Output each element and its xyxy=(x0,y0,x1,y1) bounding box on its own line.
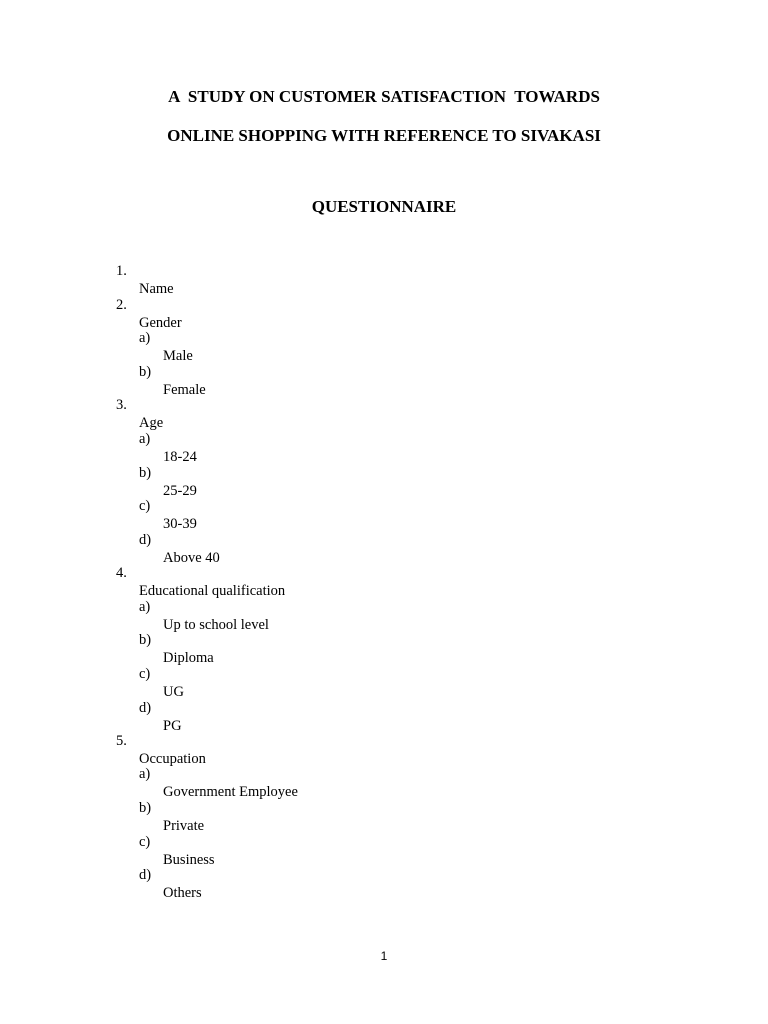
option-letter: b) xyxy=(139,632,152,648)
option-text: Up to school level xyxy=(163,617,269,633)
option-text: Government Employee xyxy=(163,784,298,800)
document-title-line-2: ONLINE SHOPPING WITH REFERENCE TO SIVAKASI xyxy=(167,126,601,145)
option-text: 18-24 xyxy=(163,449,197,465)
option-text: Above 40 xyxy=(163,550,220,566)
document-title-line-1: A STUDY ON CUSTOMER SATISFACTION TOWARDS xyxy=(168,87,600,106)
option-letter: a) xyxy=(139,766,151,782)
question-text: Age xyxy=(139,415,164,431)
option-letter: b) xyxy=(139,364,152,380)
question-number: 4. xyxy=(116,565,127,581)
option-letter: d) xyxy=(139,532,152,548)
option-text: Others xyxy=(163,885,202,901)
option-letter: c) xyxy=(139,498,151,514)
option-text: 25-29 xyxy=(163,483,197,499)
option-text: Private xyxy=(163,818,205,834)
option-letter: a) xyxy=(139,330,151,346)
question-text: Educational qualification xyxy=(139,583,286,599)
question-number: 5. xyxy=(116,733,127,749)
question-number: 1. xyxy=(116,263,127,279)
option-item xyxy=(139,345,206,417)
option-letter: a) xyxy=(139,599,151,615)
option-text: Business xyxy=(163,852,215,868)
question-text: Gender xyxy=(139,315,182,331)
option-letter: c) xyxy=(139,834,151,850)
option-text: UG xyxy=(163,684,184,700)
option-letter: c) xyxy=(139,666,151,682)
question-item xyxy=(116,378,164,450)
question-text: Name xyxy=(139,281,174,297)
option-letter: b) xyxy=(139,465,152,481)
option-text: Male xyxy=(163,348,193,364)
option-text: 30-39 xyxy=(163,516,197,532)
option-text: Female xyxy=(163,382,206,398)
question-number: 2. xyxy=(116,297,127,313)
option-letter: d) xyxy=(139,867,152,883)
option-letter: a) xyxy=(139,431,151,447)
option-letter: d) xyxy=(139,700,152,716)
option-text: Diploma xyxy=(163,650,214,666)
page-number: 1 xyxy=(380,949,388,963)
option-letter: b) xyxy=(139,800,152,816)
option-text: PG xyxy=(163,718,182,734)
question-text: Occupation xyxy=(139,751,206,767)
questionnaire-heading: QUESTIONNAIRE xyxy=(311,197,457,216)
question-number: 3. xyxy=(116,397,127,413)
